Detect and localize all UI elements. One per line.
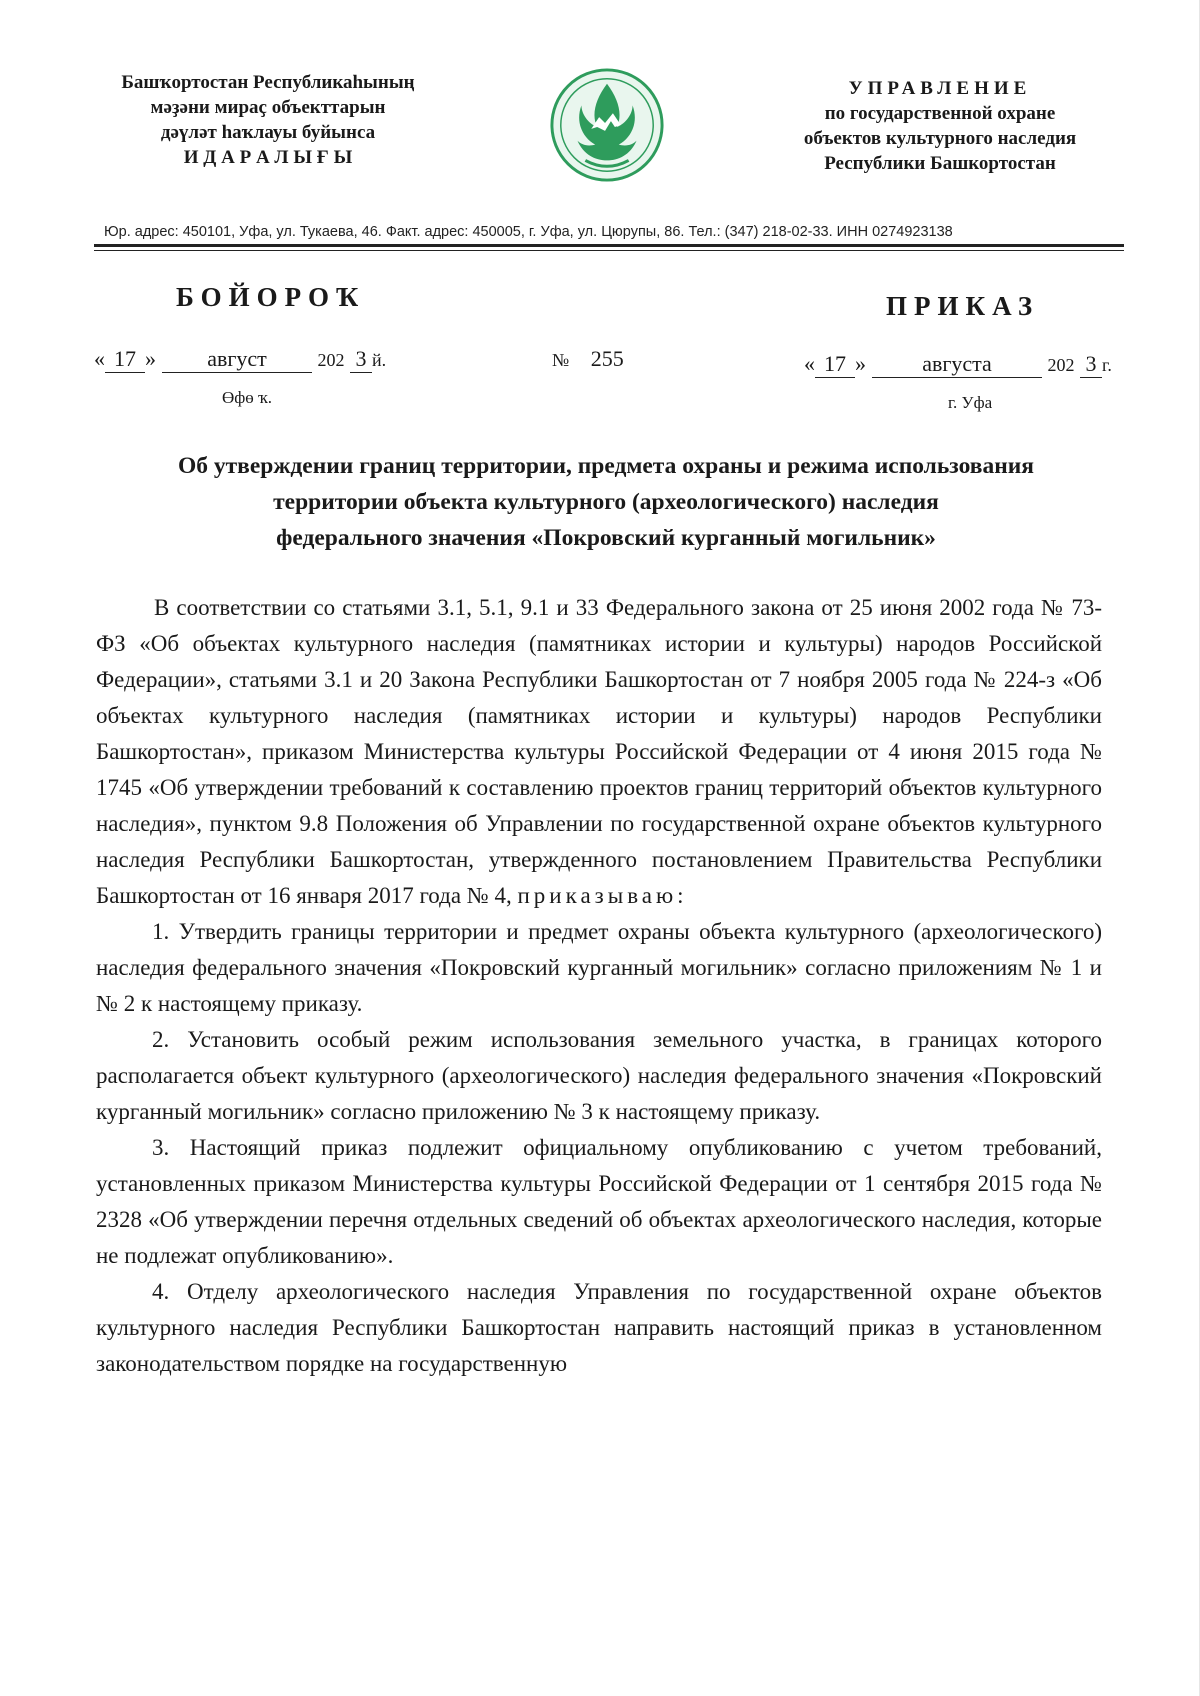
date-rus-year-digit: 3 (1080, 351, 1102, 378)
date-bash-open-quote: « (94, 346, 105, 371)
date-rus-year-suffix: г. (1102, 355, 1112, 375)
date-rus-open-quote: « (804, 351, 815, 376)
date-rus-close-quote: » (855, 351, 866, 376)
date-bash-year-digit: 3 (350, 346, 372, 373)
agency-bash-line4: И Д А Р А Л Ы Ғ Ы (183, 147, 353, 168)
order-title (94, 448, 1118, 556)
order-number (552, 346, 624, 373)
item-1: 1. Утвердить границы территории и предмет охраны объекта культурного (археологического) наследия федерального значения «Покровский курганный могильник» согласно приложениям № 1 и № 2 к настоящему приказу. (96, 919, 1102, 1016)
agency-bash-line1: Башҡортостан Республикаһының (121, 72, 415, 93)
agency-name-bashkir (98, 70, 438, 170)
number-label: № (552, 350, 570, 370)
place-bashkir: Өфө ҡ. (222, 388, 273, 407)
agency-rus-line3: объектов культурного наследия (803, 128, 1077, 149)
order-title-line1: Об утверждении границ территории, предмета охраны и режима использования (177, 453, 1034, 479)
date-bash-year-prefix: 202 (317, 350, 345, 370)
order-body (96, 590, 1102, 1382)
date-bash-day: 17 (105, 346, 145, 373)
date-russian (804, 351, 1112, 378)
item-4: 4. Отделу археологического наследия Управления по государственной охране объектов культурного наследия Республики Башкортостан направить настоящий приказ в установленном законодательством порядке на государственную (96, 1279, 1102, 1376)
date-rus-year-prefix: 202 (1047, 355, 1075, 375)
item-2: 2. Установить особый режим использования земельного участка, в границах которого располагается объект культурного (археологического) наследия федерального значения «Покровский курганный могильник» согласно приложению № 3 к настоящему приказу. (96, 1027, 1102, 1124)
address-line: Юр. адрес: 450101, Уфа, ул. Тукаева, 46. Факт. адрес: 450005, г. Уфа, ул. Цюрупы, 86. Тел.: (347) 218-02-33. ИНН 0274923138 (104, 224, 953, 240)
number-value: 255 (590, 346, 624, 371)
order-title-line3: федерального значения «Покровский курганный могильник» (276, 525, 936, 551)
heading-russian: ПРИКАЗ (886, 291, 1040, 321)
emblem-icon (548, 66, 666, 184)
header-divider-thin (94, 250, 1124, 251)
order-word: приказываю: (517, 883, 688, 908)
preamble-text: В соответствии со статьями 3.1, 5.1, 9.1 и 33 Федерального закона от 25 июня 2002 года № 73-ФЗ «Об объектах культурного наследия (памятниках истории и культуры) народов Российской Федерации», статьями 3.1 и 20 Закона Республики Башкортостан от 7 ноября 2005 года № 224-з «Об объектах культурного наследия (памятниках истории и культуры) народов Республики Башкортостан», приказом Министерства культуры Российской Федерации от 4 июня 2015 года № 1745 «Об утверждении требований к составлению проектов границ территорий объектов культурного наследия», пунктом 9.8 Положения об Управлении по государственной охране объектов культурного наследия Республики Башкортостан, утвержденного постановлением Правительства Республики Башкортостан от 16 января 2017 года № 4, (96, 595, 1102, 908)
agency-bash-line3: дәүләт һаҡлауы буйынса (160, 122, 376, 143)
agency-rus-line1: УПРАВЛЕНИЕ (848, 78, 1032, 99)
item-3: 3. Настоящий приказ подлежит официальному опубликованию с учетом требований, установленных приказом Министерства культуры Российской Федерации от 1 сентября 2015 года № 2328 «Об утверждении перечня отдельных сведений об объектах археологического наследия, которые не подлежат опубликованию». (96, 1135, 1102, 1268)
header-divider-thick (94, 244, 1124, 247)
date-bash-year-suffix: й. (372, 350, 387, 370)
agency-rus-line4: Республики Башкортостан (824, 153, 1056, 174)
order-title-line2: территории объекта культурного (археологического) наследия (273, 489, 939, 515)
heading-bashkir: БОЙОРОҠ (176, 282, 366, 312)
agency-rus-line2: по государственной охране (824, 103, 1056, 124)
date-rus-month: августа (872, 351, 1042, 378)
agency-bash-line2: мәҙәни мираҫ объекттарын (150, 97, 386, 118)
place-russian: г. Уфа (948, 393, 993, 412)
date-rus-day: 17 (815, 351, 855, 378)
preamble-paragraph (96, 590, 1102, 914)
date-bash-close-quote: » (145, 346, 156, 371)
agency-name-russian (760, 76, 1120, 176)
date-bashkir (94, 346, 386, 373)
date-bash-month: август (162, 346, 312, 373)
